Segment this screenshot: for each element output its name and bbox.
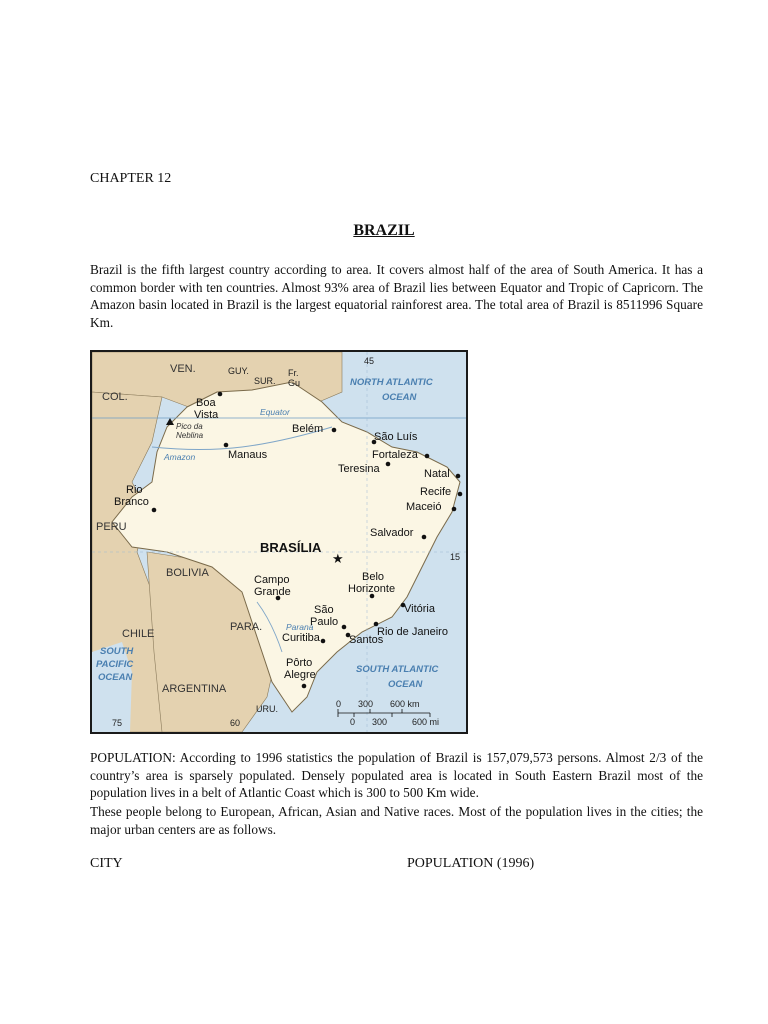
city-dot-teresina [386,462,391,467]
city-label-porto-alegre-2: Alegre [284,669,316,681]
city-label-belo-horizonte-1: Belo [362,571,385,583]
city-label-teresina: Teresina [338,463,380,475]
scale-km-300: 300 [358,699,374,709]
population-paragraph: POPULATION: According to 1996 statistics the population of Brazil is 157,079,573 persons. Almost 2/3 of the country’s area is sparsely populated. Densely populated area is located in South Eastern Brazil most of the population lives in a belt of Atlantic Coast which is 300 to 500 Km wide. [90,750,703,801]
scale-mi-600: 600 mi [412,717,440,727]
city-label-curitiba: Curitiba [282,632,320,644]
city-dot-fortaleza [425,454,430,459]
city-column-header: CITY [90,856,123,871]
scale-bar [338,709,430,717]
city-label-porto-alegre-1: Pôrto [286,657,313,669]
scale-km-600: 600 km [390,699,420,709]
city-label-manaus: Manaus [228,449,268,461]
city-label-fortaleza: Fortaleza [372,449,418,461]
capital-star-icon: ★ [332,552,344,567]
country-label-col: COL. [102,391,128,403]
city-dot-manaus [224,443,229,448]
city-label-sao-luis: São Luís [374,431,418,443]
north-atlantic-label-1: NORTH ATLANTIC [350,377,433,388]
city-label-boa-vista-2: Vista [194,409,219,421]
city-dot-curitiba [321,639,326,644]
chapter-label: CHAPTER 12 [90,171,172,186]
city-label-vitoria: Vitória [404,603,435,615]
south-pacific-label-3: OCEAN [98,672,133,683]
city-label-rio-de-janeiro: Rio de Janeiro [377,626,448,638]
country-label-argentina: ARGENTINA [162,683,227,695]
country-label-para: PARA. [230,621,263,633]
amazon-label: Amazon [164,452,196,462]
capital-label-brasilia: BRASÍLIA [260,540,322,555]
equator-label: Equator [260,407,290,417]
city-label-rio-branco-1: Rio [126,484,143,496]
city-label-sao-paulo-1: São [314,604,334,616]
country-label-chile: CHILE [122,628,155,640]
scale-km-0: 0 [336,699,342,709]
country-label-ven: VEN. [170,363,196,375]
city-dot-maceio [452,507,457,512]
scale-mi-0: 0 [350,717,356,727]
city-label-belo-horizonte-2: Horizonte [348,583,396,595]
city-label-natal: Natal [424,468,450,480]
city-label-pico-1: Pico da [176,422,203,431]
brazil-map [90,350,468,734]
south-pacific-label-2: PACIFIC [96,659,134,670]
city-dot-boa-vista [218,392,223,397]
intro-paragraph: Brazil is the fifth largest country according to area. It covers almost half of the area of South America. It has a common border with ten countries. Almost 93% area of Brazil lies between Equator and Tropic of Capricorn. The Amazon basin located in Brazil is the largest equatorial rainforest area. The total area of Brazil is 8511996 Square Km. [90,262,703,331]
south-atlantic-label-1: SOUTH ATLANTIC [356,664,439,675]
scale-mi-300: 300 [372,717,388,727]
population-column-header: POPULATION (1996) [407,856,535,871]
city-label-campo-grande-1: Campo [254,574,290,586]
country-label-guy: GUY. [228,366,249,376]
city-dot-belem [332,428,337,433]
city-label-belem: Belém [292,423,324,435]
city-label-santos: Santos [349,634,384,646]
country-label-frgu-2: Gu [288,378,301,388]
country-label-bolivia: BOLIVIA [166,567,209,579]
city-dot-salvador [422,535,427,540]
city-label-maceio: Maceió [406,501,442,513]
south-pacific-label-1: SOUTH [100,646,134,657]
grid-label-75: 75 [112,718,123,728]
country-label-peru: PERU [96,521,127,533]
country-label-uru: URU. [256,704,278,714]
city-label-campo-grande-2: Grande [254,586,291,598]
parana-label: Paraná [286,622,314,632]
city-label-boa-vista-1: Boa [196,397,216,409]
country-label-frgu-1: Fr. [288,368,299,378]
city-label-sao-paulo-2: Paulo [310,616,339,628]
grid-label-60: 60 [230,718,241,728]
grid-label-45: 45 [364,356,375,366]
races-paragraph: These people belong to European, African, Asian and Native races. Most of the population lives in the cities; the major urban centers are as follows. [90,804,703,837]
country-label-sur: SUR. [254,376,276,386]
city-label-salvador: Salvador [370,527,414,539]
page-title: BRAZIL [353,222,415,239]
north-atlantic-label-2: OCEAN [382,392,417,403]
grid-label-15: 15 [450,552,461,562]
city-dot-recife [458,492,463,497]
city-dot-porto-alegre [302,684,307,689]
city-label-rio-branco-2: Branco [114,496,149,508]
city-dot-sao-paulo [342,625,347,630]
south-atlantic-label-2: OCEAN [388,679,423,690]
city-dot-natal [456,474,461,479]
city-dot-rio-branco [152,508,157,513]
city-label-pico-2: Neblina [176,431,204,440]
city-label-recife: Recife [420,486,452,498]
